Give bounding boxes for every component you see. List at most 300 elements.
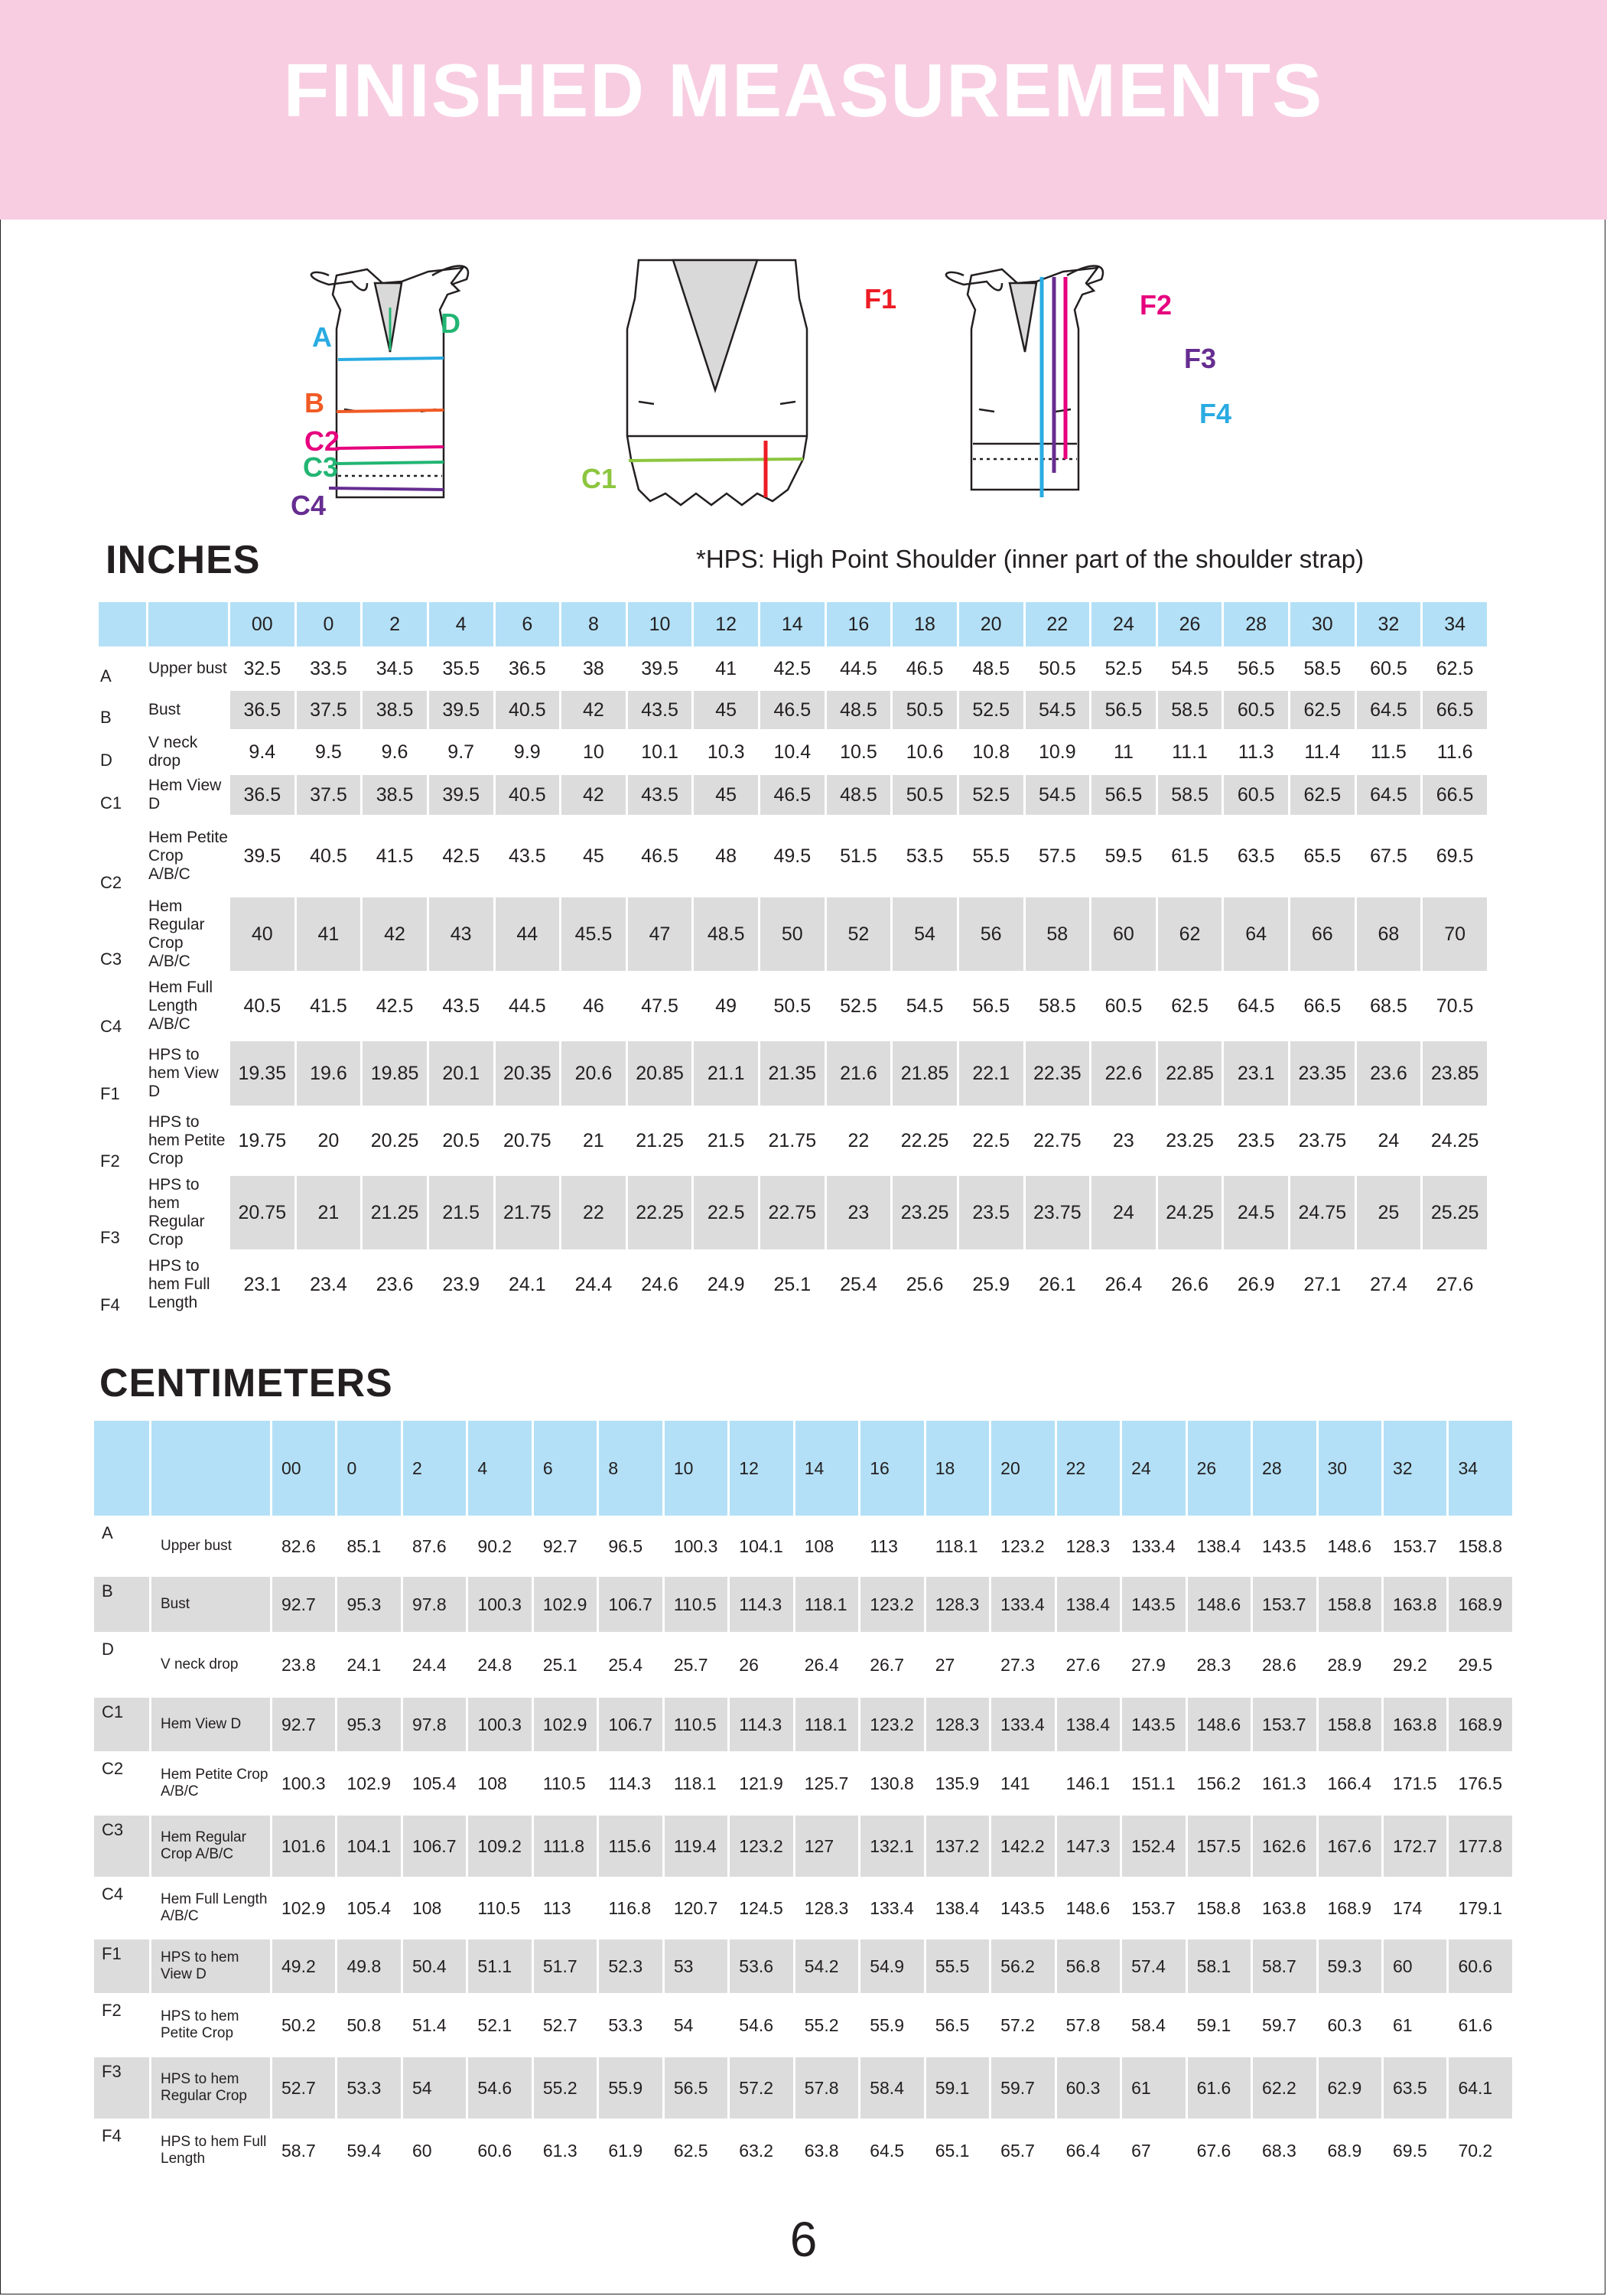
row-code: B [94, 1577, 149, 1632]
measurement-cell: 50.5 [773, 995, 812, 1017]
measurement-cell: 62.5 [1290, 775, 1355, 815]
measurement-cell: 51.7 [534, 1939, 597, 1993]
size-header: 2 [363, 602, 427, 646]
size-header: 18 [926, 1421, 989, 1516]
measurement-cell: 61 [1392, 2014, 1413, 2035]
size-header: 20 [959, 602, 1023, 646]
row-code: C3 [100, 949, 122, 969]
row-label: Hem Full Length A/B/C [161, 1891, 268, 1924]
size-header: 8 [561, 602, 626, 646]
page-number: 6 [789, 2212, 818, 2267]
measurement-cell: 45 [694, 691, 758, 729]
size-header: 0 [297, 602, 361, 646]
measurement-cell: 153.7 [1253, 1698, 1316, 1751]
measurement-cell: 59.1 [1196, 2014, 1231, 2035]
row-code: A [100, 666, 112, 686]
measurement-cell: 21.75 [768, 1129, 817, 1151]
measurement-cell: 9.6 [381, 741, 408, 763]
measurement-cell: 62.2 [1253, 2057, 1316, 2119]
size-header: 6 [534, 1421, 597, 1516]
measurement-row [99, 775, 1487, 815]
label-f2: F2 [1140, 289, 1173, 321]
measurement-row [99, 897, 1487, 971]
measurement-cell: 57.2 [1000, 2014, 1035, 2035]
measurement-cell: 21.25 [363, 1176, 427, 1249]
measurement-cell: 61.9 [608, 2140, 643, 2161]
measurement-cell: 128.3 [804, 1897, 849, 1918]
label-f4: F4 [1199, 398, 1232, 429]
measurement-cell: 106.7 [599, 1577, 662, 1632]
measurement-cell: 25.25 [1423, 1176, 1487, 1249]
row-label: Hem View D [148, 777, 222, 813]
measurement-cell: 59.4 [346, 2140, 382, 2161]
measurement-cell: 58 [1026, 897, 1090, 971]
measurement-cell: 23.5 [1237, 1129, 1275, 1151]
measurement-cell: 55.5 [926, 1939, 989, 1993]
row-label: HPS to hem Regular Crop [148, 1176, 205, 1249]
measurement-cell: 133.4 [870, 1897, 914, 1918]
row-code: C2 [102, 1759, 124, 1778]
size-header: 30 [1290, 602, 1355, 646]
size-header: 32 [1384, 1421, 1446, 1516]
measurement-cell: 63.2 [739, 2140, 774, 2161]
measurement-cell: 45 [694, 775, 758, 815]
measurement-cell: 105.4 [412, 1773, 457, 1793]
measurement-cell: 9.4 [249, 741, 276, 763]
measurement-cell: 66.4 [1065, 2140, 1101, 2161]
measurement-cell: 50 [760, 897, 825, 971]
measurement-cell: 172.7 [1384, 1816, 1446, 1877]
measurement-cell: 32.5 [243, 657, 281, 679]
measurement-cell: 21.6 [827, 1041, 891, 1106]
measurement-cell: 25.1 [773, 1273, 812, 1295]
measurement-cell: 27.4 [1370, 1273, 1407, 1295]
size-header: 22 [1057, 1421, 1120, 1516]
measurement-cell: 143.5 [1000, 1897, 1045, 1918]
measurement-cell: 44.5 [840, 657, 877, 679]
measurement-cell: 59.3 [1319, 1939, 1381, 1993]
measurement-cell: 46 [583, 995, 604, 1017]
measurement-cell: 92.7 [542, 1536, 577, 1556]
measurement-cell: 100.3 [468, 1577, 531, 1632]
measurement-cell: 110.5 [665, 1577, 727, 1632]
diagram-front-view [627, 260, 807, 505]
measurement-cell: 53.6 [730, 1939, 792, 1993]
measurement-cell: 27.1 [1303, 1273, 1342, 1295]
measurement-cell: 52.1 [477, 2014, 512, 2035]
measurement-cell: 64.5 [1357, 775, 1421, 815]
measurement-cell: 68.3 [1262, 2140, 1296, 2161]
line-c3 [337, 462, 444, 464]
measurement-row [94, 1519, 1512, 1574]
row-code: C4 [102, 1884, 124, 1904]
inches-table [96, 599, 1489, 1320]
measurement-row [94, 1880, 1512, 1936]
measurement-cell: 47.5 [641, 995, 678, 1017]
row-code: F1 [94, 1939, 149, 1993]
measurement-cell: 60.3 [1057, 2057, 1120, 2119]
measurement-cell: 36.5 [230, 691, 294, 729]
label-f3: F3 [1184, 343, 1217, 374]
measurement-cell: 41.5 [376, 845, 414, 867]
measurement-cell: 118.1 [795, 1698, 858, 1751]
measurement-cell: 26.4 [804, 1654, 839, 1675]
measurement-cell: 102.9 [534, 1577, 597, 1632]
header-blank-label [148, 602, 228, 646]
measurement-cell: 50.2 [281, 2014, 316, 2035]
measurement-cell: 20.1 [429, 1041, 493, 1106]
measurement-cell: 60 [412, 2140, 432, 2161]
measurement-cell: 167.6 [1319, 1816, 1381, 1877]
diagram-back-hps [946, 266, 1103, 490]
measurement-cell: 64.1 [1449, 2057, 1512, 2119]
measurement-cell: 24.4 [412, 1654, 447, 1675]
measurement-cell: 57.2 [730, 2057, 792, 2119]
row-label: Hem Full Length A/B/C [148, 979, 213, 1033]
measurement-cell: 48.5 [972, 657, 1010, 679]
measurement-cell: 27.6 [1436, 1273, 1474, 1295]
measurement-cell: 53.5 [906, 845, 944, 867]
measurement-cell: 41.5 [310, 995, 347, 1017]
measurement-cell: 64.5 [1237, 995, 1275, 1017]
measurement-cell: 20.35 [496, 1041, 560, 1106]
measurement-cell: 26 [739, 1654, 759, 1675]
measurement-cell: 52.7 [272, 2057, 335, 2119]
line-c2 [337, 447, 444, 448]
measurement-cell: 24.25 [1158, 1176, 1222, 1249]
measurement-cell: 11 [1113, 741, 1134, 763]
measurement-cell: 56.5 [1237, 657, 1275, 679]
measurement-cell: 40.5 [243, 995, 281, 1017]
measurement-cell: 22.5 [972, 1129, 1010, 1151]
measurement-cell: 23.75 [1026, 1176, 1090, 1249]
measurement-cell: 135.9 [935, 1773, 980, 1793]
size-header: 00 [230, 602, 294, 646]
measurement-cell: 22 [561, 1176, 626, 1249]
row-code: B [100, 708, 112, 727]
measurement-cell: 43.5 [628, 691, 692, 729]
measurement-cell: 70.5 [1436, 995, 1474, 1017]
measurement-cell: 158.8 [1458, 1536, 1502, 1556]
size-header: 34 [1423, 602, 1487, 646]
size-header: 8 [599, 1421, 662, 1516]
measurement-cell: 100.3 [468, 1698, 531, 1751]
measurement-cell: 43.5 [442, 995, 480, 1017]
measurement-cell: 133.4 [1131, 1536, 1176, 1556]
measurement-cell: 58.5 [1158, 691, 1222, 729]
measurement-cell: 92.7 [272, 1577, 335, 1632]
measurement-cell: 23 [827, 1176, 891, 1249]
measurement-cell: 85.1 [346, 1536, 382, 1556]
measurement-cell: 64.5 [1357, 691, 1421, 729]
measurement-cell: 108 [477, 1773, 507, 1793]
size-header: 20 [991, 1421, 1054, 1516]
measurement-cell: 52.7 [542, 2014, 577, 2035]
measurement-cell: 23.5 [959, 1176, 1023, 1249]
measurement-row [99, 818, 1487, 894]
measurement-cell: 90.2 [477, 1536, 512, 1556]
line-a [338, 358, 444, 360]
measurement-cell: 151.1 [1131, 1773, 1176, 1793]
measurement-cell: 52 [827, 897, 891, 971]
measurement-cell: 64.5 [870, 2140, 904, 2161]
measurement-cell: 69.5 [1392, 2140, 1427, 2161]
measurement-cell: 153.7 [1392, 1536, 1437, 1556]
measurement-cell: 23.1 [243, 1273, 281, 1295]
measurement-cell: 64 [1224, 897, 1288, 971]
measurement-cell: 29.2 [1392, 1654, 1427, 1675]
centimeters-heading: CENTIMETERS [99, 1361, 393, 1405]
measurement-cell: 20.85 [628, 1041, 692, 1106]
measurement-cell: 58.5 [1158, 775, 1222, 815]
measurement-cell: 62.9 [1319, 2057, 1381, 2119]
measurement-cell: 23.75 [1298, 1129, 1347, 1151]
measurement-cell: 50.8 [346, 2014, 382, 2035]
measurement-cell: 23.25 [893, 1176, 957, 1249]
measurement-row [99, 1041, 1487, 1106]
size-header: 4 [468, 1421, 531, 1516]
measurement-cell: 104.1 [739, 1536, 783, 1556]
measurement-cell: 21.1 [694, 1041, 758, 1106]
row-label: HPS to hem Full Length [148, 1257, 210, 1311]
measurement-cell: 54.2 [795, 1939, 858, 1993]
measurement-cell: 63.5 [1237, 845, 1275, 867]
measurement-cell: 37.5 [297, 775, 361, 815]
measurement-cell: 52.5 [1104, 657, 1143, 679]
measurement-cell: 56.5 [1091, 775, 1156, 815]
measurement-cell: 56.5 [972, 995, 1010, 1017]
measurement-row [99, 1252, 1487, 1317]
measurement-cell: 42.5 [442, 845, 480, 867]
header-blank-code [94, 1421, 149, 1516]
size-header: 18 [893, 602, 957, 646]
row-code: F4 [102, 2126, 122, 2145]
measurement-cell: 68.9 [1327, 2140, 1362, 2161]
measurement-cell: 22.25 [900, 1129, 949, 1151]
measurement-cell: 10.3 [707, 741, 745, 763]
measurement-cell: 21.75 [496, 1176, 560, 1249]
measurement-cell: 28.3 [1196, 1654, 1231, 1675]
measurement-cell: 19.35 [230, 1041, 294, 1106]
row-code: C1 [100, 793, 122, 813]
measurement-cell: 148.6 [1188, 1698, 1251, 1751]
size-header: 24 [1091, 602, 1156, 646]
measurement-cell: 21 [297, 1176, 361, 1249]
measurement-cell: 70.2 [1458, 2140, 1493, 2161]
measurement-cell: 70 [1423, 897, 1487, 971]
size-header: 28 [1224, 602, 1288, 646]
row-code: C4 [100, 1017, 122, 1036]
row-label: HPS to hem View D [148, 1046, 219, 1100]
measurement-cell: 60.6 [477, 2140, 512, 2161]
measurement-cell: 54.5 [1026, 775, 1090, 815]
measurement-cell: 19.75 [238, 1129, 287, 1151]
header-row [94, 1421, 1512, 1516]
measurement-cell: 23.6 [1357, 1041, 1421, 1106]
measurement-cell: 23.35 [1290, 1041, 1355, 1106]
measurement-cell: 11.3 [1238, 741, 1274, 763]
line-c4 [329, 488, 444, 490]
measurement-cell: 96.5 [608, 1536, 643, 1556]
measurement-cell: 24.75 [1290, 1176, 1355, 1249]
measurement-cell: 40.5 [496, 775, 560, 815]
measurement-cell: 52.5 [959, 775, 1023, 815]
measurement-cell: 59.5 [1104, 845, 1143, 867]
measurement-cell: 34.5 [376, 657, 414, 679]
measurement-cell: 24.1 [508, 1273, 546, 1295]
measurement-cell: 61.6 [1458, 2014, 1493, 2035]
garment-diagrams [268, 237, 1300, 528]
row-label: Hem Petite Crop A/B/C [161, 1767, 268, 1799]
row-label: Bust [148, 701, 181, 718]
measurement-cell: 55.2 [534, 2057, 597, 2119]
header-blank-code [99, 602, 146, 646]
measurement-cell: 23.4 [310, 1273, 347, 1295]
measurement-cell: 109.2 [468, 1816, 531, 1877]
label-c2: C2 [304, 425, 340, 457]
measurement-cell: 25.1 [542, 1654, 577, 1675]
measurement-cell: 61.6 [1188, 2057, 1251, 2119]
measurement-cell: 54 [403, 2057, 466, 2119]
row-label: HPS to hem Petite Crop [148, 1113, 226, 1168]
measurement-cell: 24.9 [707, 1273, 745, 1295]
measurement-cell: 55.2 [804, 2014, 839, 2035]
measurement-cell: 57.4 [1122, 1939, 1185, 1993]
measurement-cell: 51.1 [468, 1939, 531, 1993]
measurement-cell: 50.5 [893, 775, 957, 815]
measurement-cell: 152.4 [1122, 1816, 1185, 1877]
measurement-cell: 9.9 [513, 741, 541, 763]
measurement-cell: 59.7 [1262, 2014, 1296, 2035]
measurement-cell: 176.5 [1458, 1773, 1502, 1793]
measurement-cell: 24 [1091, 1176, 1156, 1249]
row-code: A [102, 1523, 113, 1542]
measurement-cell: 49.2 [272, 1939, 335, 1993]
row-label: Upper bust [148, 659, 227, 677]
measurement-cell: 127 [795, 1816, 858, 1877]
size-header: 26 [1158, 602, 1222, 646]
measurement-cell: 24.8 [477, 1654, 512, 1675]
measurement-cell: 54.5 [1026, 691, 1090, 729]
measurement-cell: 43.5 [628, 775, 692, 815]
measurement-cell: 49.5 [773, 845, 812, 867]
header-row [99, 602, 1487, 646]
measurement-cell: 143.5 [1262, 1536, 1306, 1556]
measurement-cell: 158.8 [1319, 1577, 1381, 1632]
measurement-cell: 50.5 [893, 691, 957, 729]
measurement-cell: 123.2 [860, 1698, 923, 1751]
measurement-cell: 26.4 [1104, 1273, 1143, 1295]
measurement-cell: 54.6 [468, 2057, 531, 2119]
measurement-cell: 101.6 [272, 1816, 335, 1877]
measurement-cell: 163.8 [1262, 1897, 1306, 1918]
measurement-cell: 156.2 [1196, 1773, 1241, 1793]
measurement-cell: 125.7 [804, 1773, 849, 1793]
measurement-cell: 22 [847, 1129, 870, 1151]
measurement-cell: 65.7 [1000, 2140, 1035, 2161]
measurement-cell: 48.5 [694, 897, 758, 971]
row-label: Hem Regular Crop A/B/C [151, 1816, 270, 1877]
measurement-cell: 87.6 [412, 1536, 447, 1556]
measurement-cell: 23 [1113, 1129, 1134, 1151]
measurement-cell: 10.4 [773, 741, 812, 763]
measurement-cell: 58.7 [1253, 1939, 1316, 1993]
measurement-cell: 110.5 [477, 1897, 521, 1918]
measurement-cell: 41 [715, 657, 737, 679]
measurement-cell: 177.8 [1449, 1816, 1512, 1877]
measurement-row [94, 2057, 1512, 2119]
measurement-cell: 60.6 [1449, 1939, 1512, 1993]
measurement-cell: 57.8 [1065, 2014, 1101, 2035]
measurement-cell: 61 [1122, 2057, 1185, 2119]
measurement-cell: 97.8 [403, 1698, 466, 1751]
measurement-cell: 123.2 [860, 1577, 923, 1632]
measurement-cell: 45 [583, 845, 604, 867]
label-c3: C3 [303, 451, 339, 483]
measurement-cell: 153.7 [1253, 1577, 1316, 1632]
measurement-cell: 26.6 [1171, 1273, 1209, 1295]
measurement-cell: 40.5 [310, 845, 347, 867]
measurement-cell: 158.8 [1319, 1698, 1381, 1751]
measurement-cell: 171.5 [1392, 1773, 1437, 1793]
measurement-cell: 46.5 [906, 657, 944, 679]
measurement-cell: 128.3 [1065, 1536, 1111, 1556]
measurement-cell: 23.85 [1423, 1041, 1487, 1106]
measurement-cell: 10 [583, 741, 604, 763]
measurement-cell: 138.4 [1057, 1577, 1120, 1632]
label-f1: F1 [864, 283, 897, 314]
measurement-cell: 148.6 [1188, 1577, 1251, 1632]
measurement-cell: 65.5 [1303, 845, 1342, 867]
measurement-cell: 100.3 [673, 1536, 718, 1556]
measurement-cell: 20.6 [561, 1041, 626, 1106]
measurement-cell: 102.9 [346, 1773, 392, 1793]
measurement-row [99, 650, 1487, 688]
measurement-cell: 22.1 [959, 1041, 1023, 1106]
measurement-cell: 114.3 [730, 1698, 792, 1751]
measurement-cell: 21.5 [429, 1176, 493, 1249]
measurement-cell: 133.4 [991, 1577, 1054, 1632]
measurement-cell: 168.9 [1449, 1698, 1512, 1751]
measurement-cell: 157.5 [1188, 1816, 1251, 1877]
measurement-cell: 27.9 [1131, 1654, 1166, 1675]
measurement-cell: 23.25 [1166, 1129, 1214, 1151]
measurement-cell: 21.35 [760, 1041, 825, 1106]
size-header: 10 [665, 1421, 727, 1516]
measurement-cell: 62 [1158, 897, 1222, 971]
measurement-row [99, 1109, 1487, 1173]
measurement-cell: 113 [870, 1536, 898, 1556]
measurement-cell: 142.2 [991, 1816, 1054, 1877]
label-c1: C1 [581, 463, 617, 494]
measurement-cell: 22.85 [1158, 1041, 1222, 1106]
row-label: HPS to hem View D [151, 1939, 270, 1993]
size-header: 0 [337, 1421, 400, 1516]
measurement-cell: 141 [1000, 1773, 1030, 1793]
measurement-cell: 48.5 [827, 691, 891, 729]
measurement-cell: 161.3 [1262, 1773, 1306, 1793]
measurement-cell: 146.1 [1065, 1773, 1111, 1793]
measurement-cell: 60.5 [1224, 691, 1288, 729]
row-code: C1 [94, 1698, 149, 1751]
measurement-cell: 158.8 [1196, 1897, 1241, 1918]
measurement-cell: 21.5 [707, 1129, 745, 1151]
measurement-cell: 10.5 [840, 741, 877, 763]
measurement-cell: 138.4 [1196, 1536, 1241, 1556]
measurement-cell: 39.5 [243, 845, 281, 867]
measurement-cell: 56.5 [935, 2014, 970, 2035]
measurement-cell: 68 [1357, 897, 1421, 971]
